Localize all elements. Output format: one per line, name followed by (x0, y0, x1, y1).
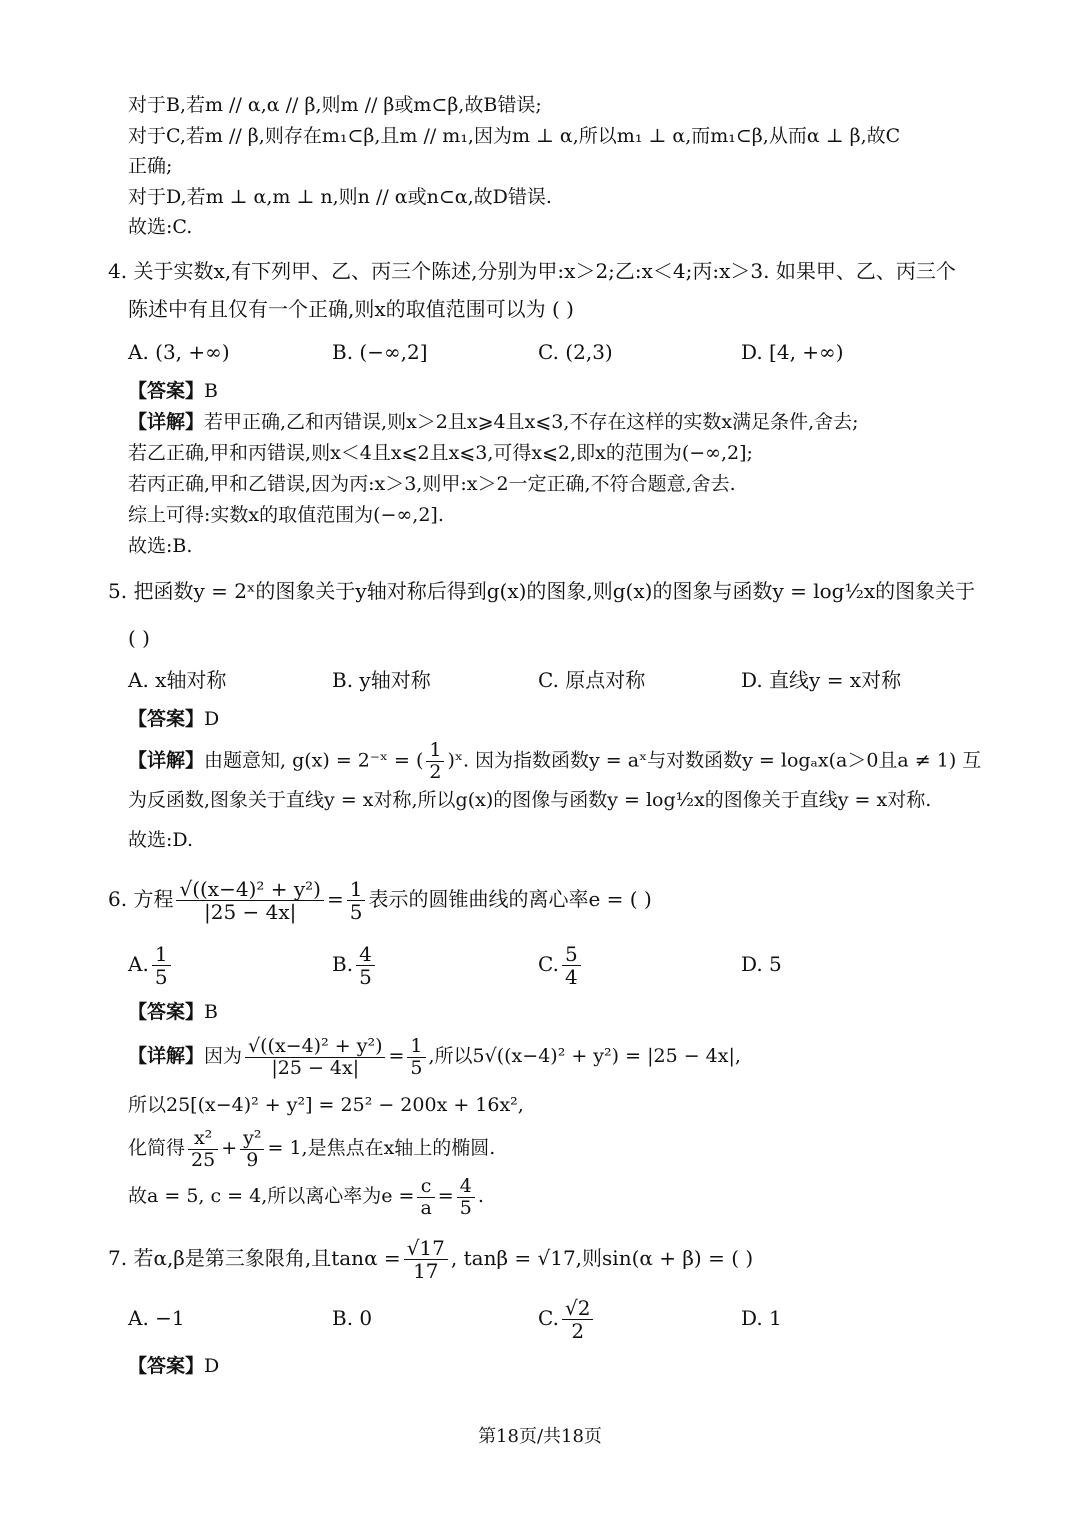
detail-text-post: )ˣ. 因为指数函数y = aˣ与对数函数y = logₐx(a＞0且a ≠ 1) 互 (447, 749, 982, 772)
denominator: 2 (429, 760, 442, 783)
q7-option-c (538, 1294, 596, 1342)
fraction (356, 943, 375, 988)
denominator: 9 (246, 1148, 259, 1171)
prev-choose: 故选:C. (128, 216, 193, 238)
q4-choose: 故选:B. (128, 535, 193, 557)
plus: + (221, 1137, 238, 1159)
fraction (562, 943, 581, 988)
numerator: c (417, 1176, 434, 1198)
fraction (188, 1128, 218, 1171)
denominator: 5 (359, 965, 372, 989)
q4-detail-line4: 综上可得:实数x的取值范围为(−∞,2]. (128, 504, 444, 526)
q5-detail-line2: 为反函数,图象关于直线y = x对称,所以g(x)的图像与函数y = log½x的图像关于直线y = x对称. (128, 789, 932, 811)
q6-option-a (128, 940, 174, 988)
q4-detail-line1 (128, 409, 859, 435)
q5-stem-line1: 5. 把函数y = 2ˣ的图象关于y轴对称后得到g(x)的图象,则g(x)的图象与函数y = log½x的图象关于 (108, 579, 976, 603)
detail-text-pre: 因为 (204, 1045, 243, 1067)
detail-label: 【详解】 (128, 411, 205, 433)
q5-choose: 故选:D. (128, 829, 193, 851)
numerator: 1 (347, 878, 366, 901)
fraction (347, 878, 366, 923)
q7-option-a: A. −1 (128, 1306, 185, 1330)
prev-line-d: 对于D,若m ⊥ α,m ⊥ n,则n // α或n⊂α,故D错误. (128, 186, 552, 208)
answer-value: B (204, 380, 218, 402)
q6-detail-line1 (128, 1030, 741, 1082)
q7-option-d: D. 1 (741, 1306, 782, 1330)
answer-value: B (204, 1001, 218, 1023)
numerator: y² (240, 1128, 264, 1150)
option-label: A. (128, 952, 149, 976)
q6-detail-line2: 所以25[(x−4)² + y²] = 25² − 200x + 16x², (128, 1094, 524, 1116)
option-label: B. (332, 952, 354, 976)
q4-stem-line1: 4. 关于实数x,有下列甲、乙、丙三个陈述,分别为甲:x＞2;乙:x＜4;丙:x＞3. 如果甲、乙、丙三个 (108, 259, 956, 283)
q5-answer (128, 706, 219, 732)
denominator: 4 (564, 965, 578, 989)
answer-value: D (204, 708, 220, 730)
stem-pre: 6. 方程 (108, 887, 174, 911)
fraction (407, 1036, 425, 1079)
numerator: 1 (407, 1036, 425, 1058)
q5-detail-line1 (128, 740, 981, 783)
equals: = (437, 1185, 454, 1207)
fraction (240, 1128, 264, 1171)
option-label: C. (538, 952, 559, 976)
answer-label: 【答案】 (128, 1355, 205, 1377)
q4-option-d: D. [4, +∞) (741, 340, 844, 364)
equals: = (388, 1045, 405, 1067)
numerator: √((x−4)² + y²) (245, 1036, 385, 1058)
q6-option-c (538, 940, 584, 988)
q6-detail-line4 (128, 1172, 484, 1220)
detail-label: 【详解】 (128, 1045, 205, 1067)
prev-line-b: 对于B,若m // α,α // β,则m // β或m⊂β,故B错误; (128, 94, 542, 116)
numerator: 5 (562, 943, 581, 966)
numerator: 4 (356, 943, 375, 966)
q4-answer (128, 378, 218, 404)
prev-line-c2: 正确; (128, 155, 173, 177)
denominator: 25 (191, 1148, 216, 1171)
denominator: 17 (413, 1259, 439, 1283)
detail-label: 【详解】 (128, 749, 205, 772)
detail-text-post: ,所以5√((x−4)² + y²) = |25 − 4x|, (428, 1045, 741, 1067)
numerator: x² (188, 1128, 218, 1150)
q5-option-a: A. x轴对称 (128, 668, 227, 692)
q4-detail-line2: 若乙正确,甲和丙错误,则x＜4且x⩽2且x⩽3,可得x⩽2,即x的范围为(−∞,2]; (128, 442, 753, 464)
fraction (245, 1036, 385, 1079)
numerator: √17 (404, 1237, 448, 1260)
q6-stem (108, 873, 652, 925)
numerator: 1 (426, 740, 444, 762)
stem-post: 表示的圆锥曲线的离心率e = ( ) (368, 887, 652, 911)
answer-value: D (204, 1355, 220, 1377)
stem-pre: 7. 若α,β是第三象限角,且tanα = (108, 1246, 401, 1270)
numerator: 4 (457, 1176, 475, 1198)
fraction (176, 878, 324, 923)
q7-answer (128, 1353, 219, 1379)
q5-option-b: B. y轴对称 (332, 668, 431, 692)
q4-option-b: B. (−∞,2] (332, 340, 428, 364)
q4-option-c: C. (2,3) (538, 340, 613, 364)
page-footer: 第18页/共18页 (478, 1426, 602, 1447)
detail-text-pre: 化简得 (128, 1137, 186, 1159)
numerator: 1 (152, 943, 171, 966)
q6-answer (128, 999, 218, 1025)
q5-stem-line2: ( ) (128, 626, 150, 650)
q6-option-d: D. 5 (741, 952, 782, 976)
fraction (426, 740, 444, 783)
fraction (562, 1297, 593, 1342)
q4-stem-line2: 陈述中有且仅有一个正确,则x的取值范围可以为 ( ) (128, 297, 574, 321)
q6-detail-line3 (128, 1124, 495, 1172)
denominator: 5 (410, 1056, 423, 1079)
detail-text-post: = 1,是焦点在x轴上的椭圆. (267, 1137, 496, 1159)
fraction (152, 943, 171, 988)
option-label: C. (538, 1306, 559, 1330)
detail-text: 若甲正确,乙和丙错误,则x＞2且x⩾4且x⩽3,不存在这样的实数x满足条件,舍去; (204, 411, 859, 433)
detail-text-pre: 由题意知, g(x) = 2⁻ˣ = ( (204, 749, 424, 772)
q5-option-c: C. 原点对称 (538, 668, 646, 692)
q5-option-d: D. 直线y = x对称 (741, 668, 902, 692)
q7-option-b: B. 0 (332, 1306, 373, 1330)
q4-detail-line3: 若丙正确,甲和乙错误,因为丙:x＞3,则甲:x＞2一定正确,不符合题意,舍去. (128, 473, 736, 495)
q6-option-b (332, 940, 378, 988)
denominator: |25 − 4x| (271, 1056, 360, 1079)
fraction (457, 1176, 475, 1219)
answer-label: 【答案】 (128, 708, 205, 730)
denominator: a (420, 1196, 432, 1219)
fraction (417, 1176, 434, 1219)
denominator: 2 (571, 1319, 585, 1343)
numerator: √((x−4)² + y²) (176, 878, 324, 901)
fraction (404, 1237, 448, 1282)
detail-text-pre: 故a = 5, c = 4,所以离心率为e = (128, 1185, 415, 1207)
denominator: 5 (349, 900, 363, 924)
denominator: 5 (459, 1196, 472, 1219)
denominator: 5 (154, 965, 168, 989)
stem-post: , tanβ = √17,则sin(α + β) = ( ) (450, 1246, 754, 1270)
numerator: √2 (562, 1297, 593, 1320)
answer-label: 【答案】 (128, 1001, 205, 1023)
prev-line-c1: 对于C,若m // β,则存在m₁⊂β,且m // m₁,因为m ⊥ α,所以m₁ ⊥ α,而m₁⊂β,从而α ⊥ β,故C (128, 125, 901, 147)
detail-text-post: . (477, 1185, 484, 1207)
denominator: |25 − 4x| (204, 900, 297, 924)
q7-stem (108, 1232, 753, 1284)
equals: = (326, 887, 344, 911)
answer-label: 【答案】 (128, 380, 205, 402)
q4-option-a: A. (3, +∞) (128, 340, 230, 364)
